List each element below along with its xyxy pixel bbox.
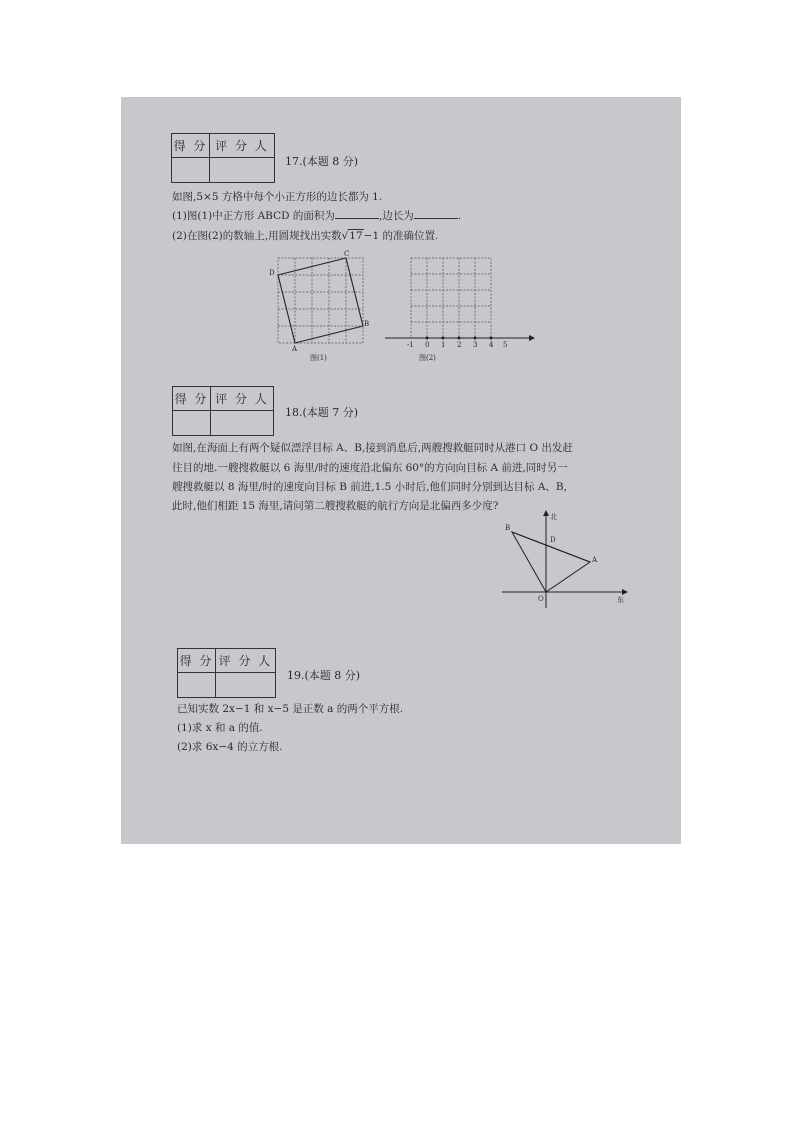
tick-label: -1	[407, 341, 414, 349]
figure-2-number-line	[383, 250, 535, 365]
tick-label: 3	[473, 341, 478, 349]
tick-label: 1	[441, 341, 446, 349]
part1-text-a: (1)图(1)中正方形 ABCD 的面积为	[172, 210, 335, 222]
score-table-18	[172, 386, 274, 436]
label-c: C	[344, 250, 350, 258]
label-d: D	[269, 269, 275, 277]
score-header: 得 分	[172, 134, 210, 158]
question-18-number: 18.(本题 7 分)	[285, 406, 359, 419]
grader-cell	[216, 673, 275, 697]
figure-1-caption: 图(1)	[310, 354, 327, 362]
grader-cell	[210, 158, 274, 182]
grader-header: 评 分 人	[216, 649, 275, 673]
question-17-part2: (2)在图(2)的数轴上,用圆规找出实数√17−1 的准确位置.	[172, 230, 439, 242]
score-header: 得 分	[173, 387, 211, 411]
question-19-line-2: (1)求 x 和 a 的值.	[177, 722, 263, 734]
figure-1-grid-square	[264, 250, 378, 365]
tick-label: 5	[503, 341, 508, 349]
question-17-part1	[172, 208, 461, 223]
label-a: A	[592, 556, 598, 564]
east-label: 东	[617, 596, 624, 604]
question-18-line-4: 此时,他们相距 15 海里,请问第二艘搜救艇的航行方向是北偏西多少度?	[172, 500, 499, 512]
part2-text-b: −1 的准确位置.	[363, 230, 439, 242]
side-answer-blank[interactable]	[414, 208, 458, 219]
score-table-19	[177, 648, 276, 698]
label-b: B	[505, 524, 511, 532]
label-b: B	[364, 320, 370, 328]
figure-2-caption: 图(2)	[419, 354, 436, 362]
tick-label: 0	[425, 341, 430, 349]
question-19-line-3: (2)求 6x−4 的立方根.	[177, 741, 283, 753]
score-table-17	[171, 133, 275, 183]
score-cell	[172, 158, 210, 182]
square-abcd	[278, 258, 363, 343]
score-cell	[173, 411, 211, 435]
question-18-line-2: 往目的地.一艘搜救艇以 6 海里/时的速度沿北偏东 60°的方向向目标 A 前进,同时另一	[172, 462, 568, 474]
question-17-number: 17.(本题 8 分)	[285, 155, 359, 168]
score-cell	[178, 673, 216, 697]
axis-arrow	[529, 335, 535, 341]
grader-header: 评 分 人	[211, 387, 273, 411]
label-a: A	[292, 345, 298, 353]
score-header: 得 分	[178, 649, 216, 673]
tick-label: 2	[457, 341, 462, 349]
part1-text-b: ,边长为	[378, 210, 414, 222]
label-d: D	[550, 536, 556, 544]
part1-text-c: .	[457, 210, 462, 222]
label-o: O	[538, 595, 544, 603]
part2-text-a: (2)在图(2)的数轴上,用圆规找出实数	[172, 230, 342, 242]
question-19-number: 19.(本题 8 分)	[287, 669, 361, 682]
question-17-intro: 如图,5×5 方格中每个小正方形的边长都为 1.	[172, 191, 383, 203]
grader-cell	[211, 411, 273, 435]
north-label: 北	[550, 513, 557, 521]
area-answer-blank[interactable]	[335, 208, 379, 219]
grader-header: 评 分 人	[210, 134, 274, 158]
figure-18-bearing-diagram	[498, 508, 630, 610]
question-18-line-1: 如图,在海面上有两个疑似漂浮目标 A、B,接到消息后,两艘搜救艇同时从港口 O 出发赶	[172, 442, 573, 454]
tick-label: 4	[489, 341, 494, 349]
question-19-line-1: 已知实数 2x−1 和 x−5 是正数 a 的两个平方根.	[177, 703, 404, 715]
question-18-line-3: 艘搜救艇以 8 海里/时的速度向目标 B 前进,1.5 小时后,他们同时分别到达目标 A、B,	[172, 481, 567, 493]
sqrt-radicand: 17	[349, 230, 363, 242]
